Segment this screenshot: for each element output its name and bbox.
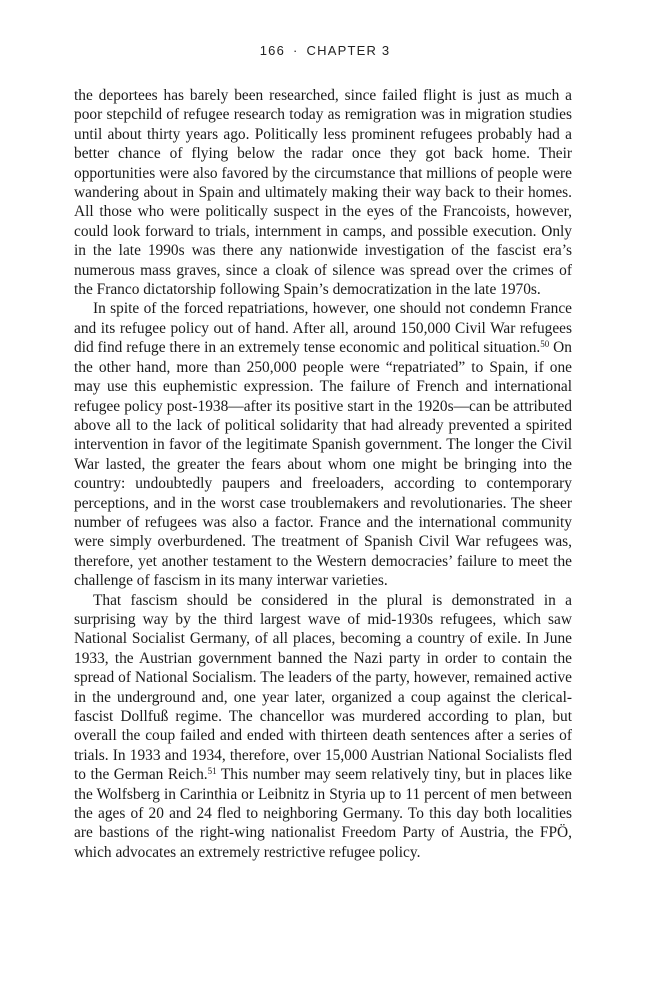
paragraph-text: On the other hand, more than 250,000 people were “repatriated” to Spain, if one may use this euphemistic expression. The failure of French and international refugee policy post-1938—after its positive start in the 1920s—can be attributed above all to the lack of political solidarity that had already prevented a spirited intervention in favor of the legitimate Spanish government. The longer the Civil War lasted, the greater the fears about whom one might be bringing into the country: undoubtedly paupers and freeloaders, according to contemporary perceptions, and in the worst case troublemakers and revolutionaries. The sheer number of refugees was also a factor. France and the international community were simply overburdened. The treatment of Spanish Civil War refugees was, therefore, yet another testament to the Western democracies’ failure to meet the challenge of fascism in its many interwar varieties. <box>74 339 572 590</box>
chapter-label: CHAPTER 3 <box>306 43 391 58</box>
paragraph-text: That fascism should be considered in the plural is demonstrated in a surprising way by the third largest wave of mid-1930s refugees, which saw National Socialist Germany, of all places, becoming a country of exile. In June 1933, the Austrian government banned the Nazi party in order to contain the spread of National Socialism. The leaders of the party, however, remained active in the underground and, one year later, organized a coup against the clerical-fascist Dollfuß regime. The chancellor was murdered according to plan, but overall the coup failed and ended with thirteen death sentences after a series of trials. In 1933 and 1934, therefore, over 15,000 Austrian National Socialists fled to the German Reich. <box>74 591 572 784</box>
paragraph-text: In spite of the forced repatriations, however, one should not condemn France and its refugee policy out of hand. After all, around 150,000 Civil War refugees did find refuge there in an extremely tense economic and political situation. <box>74 300 572 357</box>
paragraph <box>74 299 572 590</box>
body-text <box>74 86 572 862</box>
footnote-ref-50[interactable]: 50 <box>540 339 550 350</box>
paragraph <box>74 86 572 299</box>
paragraph-text: This number may seem relatively tiny, but in places like the Wolfsberg in Carinthia or Leibnitz in Styria up to 11 percent of men between the ages of 20 and 24 fled to neighboring Germany. To this day both localities are bastions of the right-wing nationalist Freedom Party of Austria, the FPÖ, which advocates an extremely restrictive refugee policy. <box>74 766 572 861</box>
page-number: 166 <box>259 43 285 58</box>
running-header <box>0 43 650 58</box>
paragraph-text: the deportees has barely been researched, since failed flight is just as much a poor stepchild of refugee research today as remigration was in migration studies until about thirty years ago. Politically less prominent refugees probably had a better chance of flying below the radar once they got back home. Their opportunities were also favored by the circumstance that millions of people were wandering about in Spain and ultimately making their way back to their homes. All those who were politically suspect in the eyes of the Francoists, however, could look forward to trials, internment in camps, and possible execution. Only in the late 1990s was there any nationwide investigation of the fascist era’s numerous mass graves, since a cloak of silence was spread over the crimes of the Franco dictatorship following Spain’s democratization in the late 1970s. <box>74 87 572 299</box>
footnote-ref-51[interactable]: 51 <box>207 766 217 777</box>
paragraph <box>74 591 572 863</box>
header-separator: · <box>293 43 299 58</box>
